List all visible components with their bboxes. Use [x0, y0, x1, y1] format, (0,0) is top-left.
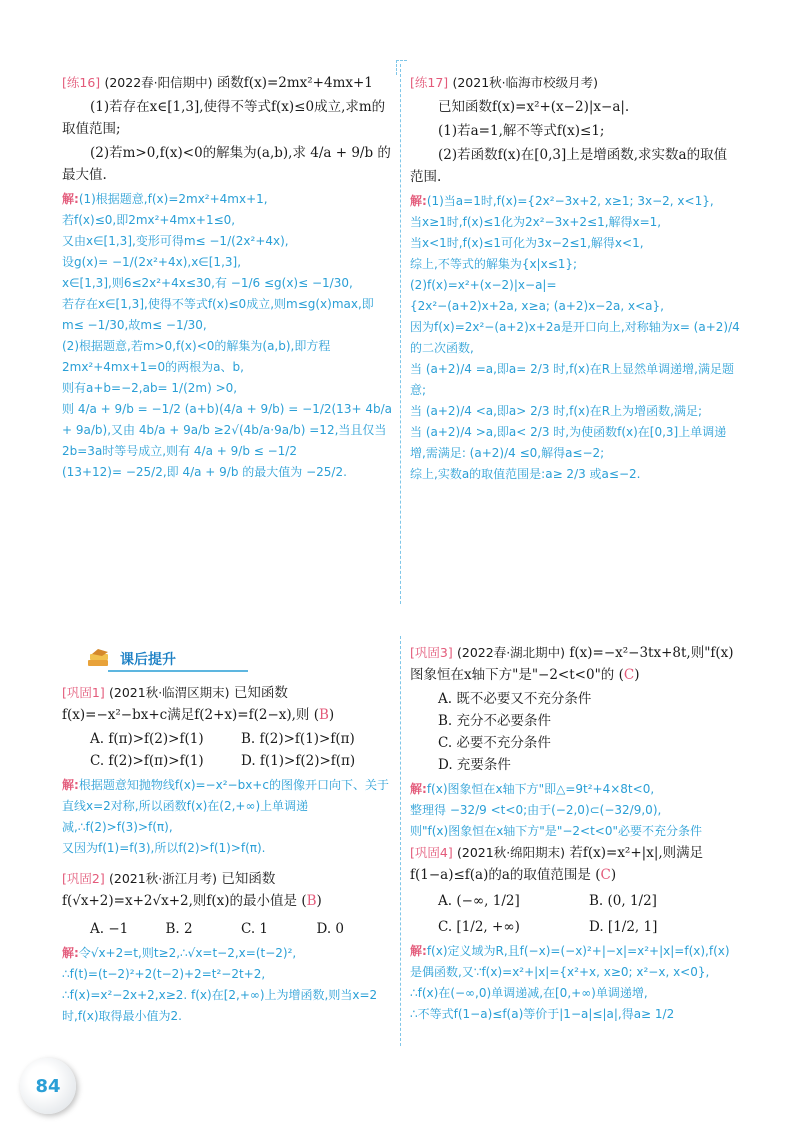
exercise-tag: [练17]	[410, 75, 449, 90]
solution-line: 当x<1时,f(x)≤1可化为3x−2≤1,解得x<1,	[410, 236, 644, 250]
exercise-part-1: (1)若a=1,解不等式f(x)≤1;	[438, 123, 605, 139]
page-number-badge	[20, 1058, 76, 1114]
solution-line: 若f(x)≤0,即2mx²+4mx+1≤0,	[62, 213, 236, 227]
option-a: A. −1	[90, 921, 129, 937]
solution-line: x∈[1,3],则6≤2x²+4x≤30,有 −1/6 ≤g(x)≤ −1/30,	[62, 276, 353, 290]
exercise-tag: [练16]	[62, 75, 101, 90]
option-a: A. 既不必要又不充分条件	[438, 691, 592, 707]
exercise-part-1: (1)若存在x∈[1,3],使得不等式f(x)≤0成立,求m的取值范围;	[62, 99, 386, 137]
option-c: C. [1/2, +∞)	[438, 919, 520, 935]
solution-block	[410, 191, 740, 485]
section-header	[86, 648, 176, 670]
exercise-source: (2022春·阳信期中)	[104, 75, 213, 90]
solution-line: 当 (a+2)/4 =a,即a= 2/3 时,f(x)在R上显然单调递增,满足题意;	[410, 362, 734, 397]
solution-line: ∴f(x)=x²−2x+2,x≥2. f(x)在[2,+∞)上为增函数,则当x=2时,f(x)取得最小值为2.	[62, 988, 378, 1023]
option-b: B. 2	[165, 921, 193, 937]
option-b: B. f(2)>f(1)>f(π)	[241, 731, 355, 747]
solution-line: 当 (a+2)/4 >a,即a< 2/3 时,为使函数f(x)在[0,3]上单调递增,需满足: (a+2)/4 ≤0,解得a≤−2;	[410, 425, 727, 460]
practice-stem: [巩固2] (2021秋·浙江月考) 已知函数f(√x+2)=x+2√x+2,则f(x)的最小值是 (B)	[62, 871, 322, 909]
solution-block	[62, 775, 392, 859]
options-list	[410, 688, 740, 776]
practice-stem: [巩固1] (2021秋·临渭区期末) 已知函数f(x)=−x²−bx+c满足f(2+x)=f(2−x),则 (B)	[62, 685, 335, 723]
solution-line: 则有a+b=−2,ab= 1/(2m) >0,	[62, 381, 238, 395]
practice-stem-text: 已知函数f(√x+2)=x+2√x+2,则f(x)的最小值是	[62, 871, 298, 909]
solution-line: 若存在x∈[1,3],使得不等式f(x)≤0成立,则m≤g(x)max,即m≤ −1/30,故m≤ −1/30,	[62, 297, 374, 332]
solution-line: 设g(x)= −1/(2x²+4x),x∈[1,3],	[62, 255, 242, 269]
exercise-17-header	[410, 72, 740, 94]
options-row	[410, 890, 740, 912]
exercise-part-2: (2)若m>0,f(x)<0的解集为(a,b),求 4/a + 9/b 的最大值.	[62, 145, 391, 183]
answer-choice: C	[623, 667, 635, 683]
practice-4	[410, 842, 740, 1025]
options-row	[62, 750, 392, 772]
solution-line: 则"f(x)图象恒在x轴下方"是"−2<t<0"必要不充分条件	[410, 824, 703, 838]
solution-block	[62, 189, 392, 483]
option-b: B. (0, 1/2]	[589, 893, 657, 909]
solution-line: 整理得 −32/9 <t<0;由于(−2,0)⊂(−32/9,0),	[410, 803, 662, 817]
option-d: D. 0	[316, 921, 345, 937]
option-c: C. 必要不充分条件	[438, 735, 551, 751]
solution-line: (2)根据题意,若m>0,f(x)<0的解集为(a,b),即方程2mx²+4mx+1=0的两根为a、b,	[62, 339, 331, 374]
solution-label: 解:	[410, 782, 427, 796]
solution-line: 根据题意知抛物线f(x)=−x²−bx+c的图像开口向下、关于直线x=2对称,所以函数f(x)在(2,+∞)上单调递减,∴f(2)>f(3)>f(π),	[62, 778, 389, 834]
answer-choice: B	[319, 707, 329, 723]
solution-line: ∴f(x)在(−∞,0)单调递减,在[0,+∞)单调递增,	[410, 986, 648, 1000]
exercise-stem: 已知函数f(x)=x²+(x−2)|x−a|.	[438, 99, 630, 115]
solution-line: ∴不等式f(1−a)≤f(a)等价于|1−a|≤|a|,得a≥ 1/2	[410, 1007, 675, 1021]
practice-tag: [巩固3]	[410, 645, 453, 660]
solution-line: ∴f(t)=(t−2)²+2(t−2)+2=t²−2t+2,	[62, 967, 266, 981]
exercise-16	[62, 72, 392, 483]
solution-line: 令√x+2=t,则t≥2,∴√x=t−2,x=(t−2)²,	[78, 946, 297, 960]
book-stack-icon	[86, 648, 112, 670]
practice-stem-text: 已知函数f(x)=−x²−bx+c满足f(2+x)=f(2−x),则	[62, 685, 310, 723]
solution-line: 综上,不等式的解集为{x|x≤1};	[410, 257, 578, 271]
solution-line: 又由x∈[1,3],变形可得m≤ −1/(2x²+4x),	[62, 234, 289, 248]
practice-tag: [巩固4]	[410, 845, 453, 860]
options-row	[410, 916, 740, 938]
answer-choice: B	[306, 893, 317, 909]
solution-line: 综上,实数a的取值范围是:a≥ 2/3 或a≤−2.	[410, 467, 641, 481]
solution-label: 解:	[62, 778, 79, 792]
exercise-16-stem	[62, 72, 392, 94]
solution-label: 解:	[410, 194, 427, 208]
divider-corner	[396, 60, 407, 75]
solution-label: 解:	[62, 946, 79, 960]
solution-block	[410, 941, 740, 1025]
practice-tag: [巩固1]	[62, 685, 105, 700]
column-divider-bottom	[400, 636, 401, 1046]
practice-2	[62, 868, 392, 1027]
option-d: D. 充要条件	[438, 757, 511, 773]
solution-line: (2)f(x)=x²+(x−2)|x−a|=	[410, 278, 557, 292]
solution-block	[410, 779, 740, 842]
option-c: C. 1	[241, 921, 269, 937]
solution-line: {2x²−(a+2)x+2a, x≥a; (a+2)x−2a, x<a},	[410, 299, 664, 313]
practice-stem: [巩固3] (2022春·湖北期中) f(x)=−x²−3tx+8t,则"f(x)图象恒在x轴下方"是"−2<t<0"的 (C)	[410, 645, 734, 683]
options-row	[62, 728, 392, 750]
page-number: 84	[35, 1075, 61, 1097]
solution-line: 当 (a+2)/4 <a,即a> 2/3 时,f(x)在R上为增函数,满足;	[410, 404, 702, 418]
answer-choice: C	[600, 867, 611, 883]
option-c: C. f(2)>f(π)>f(1)	[90, 753, 204, 769]
solution-block	[62, 943, 392, 1027]
solution-line: (1)当a=1时,f(x)={2x²−3x+2, x≥1; 3x−2, x<1},	[426, 194, 714, 208]
solution-label: 解:	[410, 944, 427, 958]
solution-line: (13+12)= −25/2,即 4/a + 9/b 的最大值为 −25/2.	[62, 465, 347, 479]
solution-line: f(x)图象恒在x轴下方"即△=9t²+4×8t<0,	[426, 782, 655, 796]
solution-line: (1)根据题意,f(x)=2mx²+4mx+1,	[78, 192, 268, 206]
exercise-17	[410, 72, 740, 485]
practice-stem-text: f(x)=−x²−3tx+8t,则"f(x)图象恒在x轴下方"是"−2<t<0"的	[410, 645, 734, 683]
practice-3	[410, 642, 740, 842]
column-divider-top	[400, 64, 401, 604]
option-d: D. [1/2, 1]	[589, 919, 658, 935]
section-title: 课后提升	[120, 652, 176, 668]
practice-tag: [巩固2]	[62, 871, 105, 886]
solution-line: 因为f(x)=2x²−(a+2)x+2a是开口向上,对称轴为x= (a+2)/4 的二次函数,	[410, 320, 740, 355]
exercise-source: (2021秋·临海市校级月考)	[452, 75, 599, 90]
option-a: A. (−∞, 1/2]	[438, 893, 520, 909]
practice-1	[62, 682, 392, 859]
solution-line: 则 4/a + 9/b = −1/2 (a+b)(4/a + 9/b) = −1/2(13+ 4b/a + 9a/b),又由 4b/a + 9a/b ≥2√(4b/a·9a/b) =12,当且仅当2b=3a时等号成立,则有 4/a + 9/b ≤ −1/2	[62, 402, 392, 458]
practice-source: (2021秋·浙江月考)	[109, 871, 218, 886]
option-b: B. 充分不必要条件	[438, 713, 552, 729]
practice-stem: [巩固4] (2021秋·绵阳期末) 若f(x)=x²+|x|,则满足f(1−a)≤f(a)的a的取值范围是 (C)	[410, 845, 704, 883]
solution-line: 又因为f(1)=f(3),所以f(2)>f(1)>f(π).	[62, 841, 266, 855]
options-row	[62, 918, 392, 940]
practice-source: (2022春·湖北期中)	[457, 645, 566, 660]
practice-source: (2021秋·临渭区期末)	[109, 685, 230, 700]
solution-label: 解:	[62, 192, 79, 206]
exercise-stem: 函数f(x)=2mx²+4mx+1	[216, 75, 373, 91]
solution-line: 当x≥1时,f(x)≤1化为2x²−3x+2≤1,解得x=1,	[410, 215, 662, 229]
solution-line: f(x)定义域为R,且f(−x)=(−x)²+|−x|=x²+|x|=f(x),f(x)是偶函数,又∵f(x)=x²+|x|={x²+x, x≥0; x²−x, x<0},	[410, 944, 730, 979]
option-a: A. f(π)>f(2)>f(1)	[90, 731, 204, 747]
practice-source: (2021秋·绵阳期末)	[457, 845, 566, 860]
practice-stem-text: 若f(x)=x²+|x|,则满足f(1−a)≤f(a)的a的取值范围是	[410, 845, 704, 883]
exercise-part-2: (2)若函数f(x)在[0,3]上是增函数,求实数a的取值范围.	[410, 147, 728, 185]
option-d: D. f(1)>f(2)>f(π)	[241, 753, 356, 769]
section-underline	[108, 670, 248, 672]
